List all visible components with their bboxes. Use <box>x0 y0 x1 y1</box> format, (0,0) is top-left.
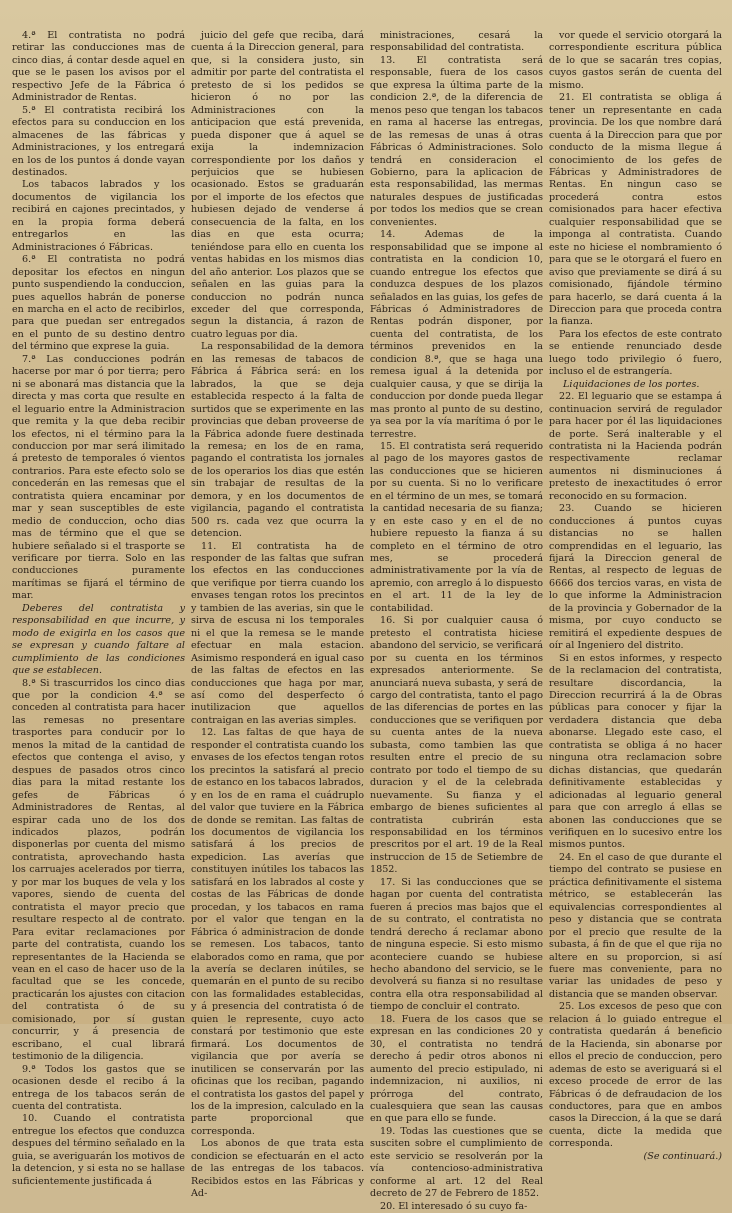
paragraph: ministraciones, cesará la responsabilidad del contratista. <box>370 30 543 54</box>
paragraph: Para los efectos de este contrato se entiende renunciado desde luego todo privilegio ó fuero, incluso el de estrangería. <box>549 328 722 378</box>
paragraph: 17. Si las conducciones que se hagan por cuenta del contratista fueren á precios mas bajos que el de su contrato, el contratista no tendrá derecho á reclamar abono de ninguna especie. Si esto mismo aconteciere cuando se hubiese hecho abandono del servicio, se le devolverá su fianza si no resultase contra ella otra responsabilidad al tiempo de concluir el contrato. <box>370 876 543 1013</box>
paragraph: 10. Cuando el contratista entregue los efectos que conduzca despues del término señalado en la guia, se averiguarán los motivos de la detencion, y si esta no se hallase suficientemente justificada á <box>12 1113 185 1187</box>
paragraph: 5.ª El contratista recibirá los efectos para su conduccion en los almacenes de las fábricas y Administraciones, y los entregará en los de los puntos á donde vayan destinados. <box>12 104 185 178</box>
paragraph: 20. El interesado ó su cuyo fa- <box>380 1200 528 1212</box>
paragraph: 15. El contratista será requerido al pago de los mayores gastos de las conducciones que se hicieren por su cuenta. Si no lo verificare en el término de un mes, se tomará la cantidad necesaria de su fianza; y en este caso y en el de no hubiere repuesto la fianza á su completo en el término de otro mes, se procederá administrativamente por la vía de apremio, con arreglo á lo dispuesto en el art. 11 de la ley de contabilidad. <box>370 440 543 614</box>
paragraph: 12. Las faltas de que haya de responder el contratista cuando los envases de los efectos tengan rotos los precintos la satisfará al precio de estanco en los tabacos labrados, y en los de en rama el cuádruplo del valor que tuviere en la Fábrica de donde se remitan. Las faltas de los documentos de vigilancia los satisfará á los precios de expedicion. Las averías que constituyen inútiles los tabacos las satisfará en los labrados al coste y costas de las Fábricas de donde procedan, y los tabacos en rama por el valor que tengan en la Fábrica ó administracion de donde se remesen. Los tabacos, tanto elaborados como en rama, que por la avería se declaren inútiles, se quemarán en el punto de su recibo con las formalidades establecidas, y á presencia del contratista ó de quien le represente, cuyo acto constará por testimonio que este firmará. Los documentos de vigilancia que por avería se inutilicen se conservarán por las oficinas que los reciban, pagando el contratista los gastos del papel y los de la impresion, calculado en la parte proporcional que corresponda. <box>191 727 364 1137</box>
paragraph: 22. El leguario que se estampa á continuacion servirá de regulador para hacer por él las liquidaciones de porte. Será inalterable y el contratista ni la Hacienda podrán respectivamente reclamar aumentos ni disminuciones á pretesto de inexactitudes ó error reconocido en su formacion. <box>549 391 722 502</box>
paragraph: 8.ª Si trascurridos los cinco dias que por la condicion 4.ª se conceden al contratista para hacer las remesas no presentare trasportes para conducir por lo menos la mitad de la cantidad de efectos que contenga el aviso, y despues de pasados otros cinco dias para la mitad restante los gefes de Fábricas ó Administradores de Rentas, al espirar cada uno de los dos indicados plazos, podrán disponerlas por cuenta del mismo contratista, aprovechando hasta los carruajes acelerados por tierra, y por mar los buques de vela y los vapores, siendo de cuenta del contratista el mayor precio que resultare respecto al de contrato. Para evitar reclamaciones por parte del contratista, cuando los representantes de la Hacienda se vean en el caso de hacer uso de la facultad que se les concede, practicarán los ajustes con citacion del contratista ó de su comisionado, por sí gustan concurrir, y á presencia de escribano, el cual librará testimonio de la diligencia. <box>12 677 185 1063</box>
paragraph: 11. El contratista ha de responder de las faltas que sufran los efectos en las conducciones que verifique por tierra cuando los envases tengan rotos los precintos y tambien de las averias, sin que le sirva de escusa ni los temporales ni el que la remesa se le mande efectuar en mala estacion. Asimismo responderá en igual caso de las faltas de efectos en las conducciones que haga por mar, así como del desperfecto ó inutilizacion que aquellos contraigan en las averias simples. <box>191 540 364 726</box>
text-columns <box>12 30 722 1212</box>
paragraph: 24. En el caso de que durante el tiempo del contrato se pusiese en práctica definitivamente el sistema métrico, se establecerán las equivalencias correspondientes al peso y distancia que se contrata por el precio que resulte de la subasta, á fin de que el que rija no altere en su proporcion, si así fuere mas conveniente, para no variar las unidades de peso y distancia que se manden observar. <box>549 851 722 1000</box>
paragraph: 19. Todas las cuestiones que se susciten sobre el cumplimiento de este servicio se resolverán por la vía contencioso-administrativa conforme al art. 12 del Real decreto de 27 de Febrero de 1852. <box>370 1125 543 1200</box>
paragraph: 4.ª El contratista no podrá retirar las conducciones mas de cinco dias, á contar desde aquel en que se le pasen los avisos por el respectivo Jefe de la Fábrica ó Administrador de Rentas. <box>12 30 185 104</box>
paragraph: 16. Si por cualquier causa ó pretesto el contratista hiciese abandono del servicio, se verificará por su cuenta en los términos expresados anteriormente. Se anunciará nueva subasta, y será de cargo del contratista, tanto el pago de las diferencias de portes en las conducciones que se verifiquen por su cuenta antes de la nueva subasta, como tambien las que resulten entre el precio de su contrato por todo el tiempo de su duracion y el de la celebrada nuevamente. Su fianza y el embargo de bienes suficientes al contratista cubrirán esta responsabilidad en los términos prescritos por el art. 19 de la Real instruccion de 15 de Setiembre de 1852. <box>370 615 543 876</box>
paragraph: 9.ª Todos los gastos que se ocasionen desde el recibo á la entrega de los tabacos serán de cuenta del contratista. <box>12 1063 185 1112</box>
paragraph: 14. Ademas de la responsabilidad que se impone al contratista en la condicion 10, cuando entregue los efectos que conduzca despues de los plazos señalados en las guias, los gefes de Fábricas ó Administradores de Rentas podrán disponer, por cuenta del contratista, de los términos prevenidos en la condicion 8.ª, que se haga una remesa igual á la detenida por cualquier causa, y que se dirija la conduccion por donde pueda llegar mas pronto al punto de su destino, ya sea por la vía marítima ó por le terrestre. <box>370 229 543 440</box>
paragraph: 25. Los excesos de peso que con relacion á lo guiado entregue el contratista quedarán á beneficio de la Hacienda, sin abonarse por ellos el precio de conduccion, pero ademas de esto se averiguará si el exceso procede de error de las Fábricas ó de defraudacion de los conductores, para que en ambos casos la Direccion, á la que se dará cuenta, dicte la medida que corresponda. <box>549 1001 722 1150</box>
paragraph: Si en estos informes, y respecto de la reclamacion del contratista, resultare discordancia, la Direccion recurrirá á la de Obras públicas para conocer y fijar la verdadera distancia que deba abonarse. Llegado este caso, el contratista se obliga á no hacer ninguna otra reclamacion sobre dichas distancias, que quedarán definitivamente establecidas y adicionadas al leguario general para que con arreglo á ellas se abonen las conducciones que se verifiquen en lo sucesivo entre los mismos puntos. <box>549 652 722 851</box>
section-heading: Deberes del contratista y responsabilidad en que incurre, y modo de exigirla en los casos que se expresan y cuando faltare al cumplimiento de las condiciones que se establecen. <box>12 602 185 677</box>
paragraph: 13. El contratista será responsable, fuera de los casos que expresa la última parte de la condicion 2.ª, de la diferencia de menos peso que tengan los tabacos en rama al hacerse las entregas, de las remesas de unas á otras Fábricas ó Administraciones. Solo tendrá en consideracion el Gobierno, para la aplicacion de esta responsabilidad, las mermas naturales despues de justificadas por todos los medios que se crean convenientes. <box>370 54 543 228</box>
paragraph: 18. Fuera de los casos que se expresan en las condiciones 20 y 30, el contratista no tendrá derecho á pedir otros abonos ni aumento del precio estipulado, ni indemnizacion, ni auxilios, ni prórroga del contrato, cualesquiera que sean las causas en que para ello se funde. <box>370 1013 543 1125</box>
column-4 <box>549 30 722 1162</box>
paragraph: 7.ª Las conducciones podrán hacerse por mar ó por tierra; pero ni se abonará mas distancia que la directa y mas corta que resulte en el leguario entre la Administracion que remita y la que deba recibir los efectos, ni el término para la conduccion por mar será ilimitado á pretesto de temporales ó vientos contrarios. Para este efecto solo se concederán en las remesas que el contratista quiera encaminar por mar y sean susceptibles de este medio de conduccion, ocho dias mas de término que el que se hubiere señalado si el trasporte se verificare por tierra. Solo en las conducciones puramente marítimas se fijará el término de mar. <box>12 353 185 602</box>
paragraph: 23. Cuando se hicieren conducciones á puntos cuyas distancias no se hallen comprendidas en el leguario, las fijará la Direccion general de Rentas, al respecto de leguas de 6666 dos tercios varas, en vista de lo que informe la Administracion de la provincia y Gobernador de la misma, por cuyo conducto se remitirá el expediente despues de oír al Ingeniero del distrito. <box>549 503 722 652</box>
column-2 <box>191 30 364 1200</box>
paragraph: La responsabilidad de la demora en las remesas de tabacos de Fábrica á Fábrica será: en los labrados, la que se deja establecida respecto á la falta de surtidos que se experimente en las provincias que deban proveerse de la Fábrica adonde fuere destinada la remesa; en los de en rama, pagando el contratista los jornales de los operarios los dias que estén sin trabajar de resultas de la demora, y en los documentos de vigilancia, pagando el contratista 500 rs. cada vez que ocurra la detencion. <box>191 341 364 540</box>
paragraph: Los abonos de que trata esta condicion se efectuarán en el acto de las entregas de los tabacos. Recibidos estos en las Fábricas y Ad- <box>191 1138 364 1200</box>
column-1 <box>12 30 185 1187</box>
continuation-note: (Se continuará.) <box>643 1150 722 1162</box>
paragraph: 21. El contratista se obliga á tener un representante en cada provincia. De los que nombre dará cuenta á la Direccion para que por conducto de la misma llegue á conocimiento de los gefes de Fábricas y Administradores de Rentas. En ningun caso se procederá contra estos comisionados para hacer efectiva cualquier responsabilidad que se imponga al contratista. Cuando este no hiciese el nombramiento ó para que se le otorgará el fuero en aviso que previamente se dirá á su comisionado, fijándole término para hacerlo, se dará cuenta á la Direccion para que proceda contra la fianza. <box>549 92 722 328</box>
paragraph: 6.ª El contratista no podrá depositar los efectos en ningun punto suspendiendo la conduccion, pues aquellos habrán de ponerse en marcha en el acto de recibirlos, para que puedan ser entregados en el punto de su destino dentro del término que exprese la guia. <box>12 254 185 353</box>
paragraph: Los tabacos labrados y los documentos de vigilancia los recibirá en cajones precintados, y en la propia forma deberá entregarlos en las Administraciones ó Fábricas. <box>12 179 185 253</box>
paragraph: vor quede el servicio otorgará la correspondiente escritura pública de lo que se sacarán tres copias, cuyos gastos serán de cuenta del mismo. <box>549 30 722 91</box>
section-heading: Liquidaciones de los portes. <box>563 378 700 390</box>
column-3 <box>370 30 543 1212</box>
paragraph: juicio del gefe que reciba, dará cuenta á la Direccion general, para que, si la considera justo, sin admitir por parte del contratista el pretesto de si los pedidos se hicieron ó no por las Administraciones con la anticipacion que está prevenida, pueda disponer que á aquel se exija la indemnizacion correspondiente por los daños y perjuicios que se hubiesen ocasionado. Estos se graduarán por el importe de los efectos que hubiesen dejado de venderse á consecuencia de la falta, en los dias en que esta ocurra; teniéndose para ello en cuenta los ventas habidas en los mismos dias del año anterior. Los plazos que se señalen en las guias para la conduccion no podrán nunca exceder del que corresponda, segun la distancia, á razon de cuatro leguas por dia. <box>191 30 364 340</box>
